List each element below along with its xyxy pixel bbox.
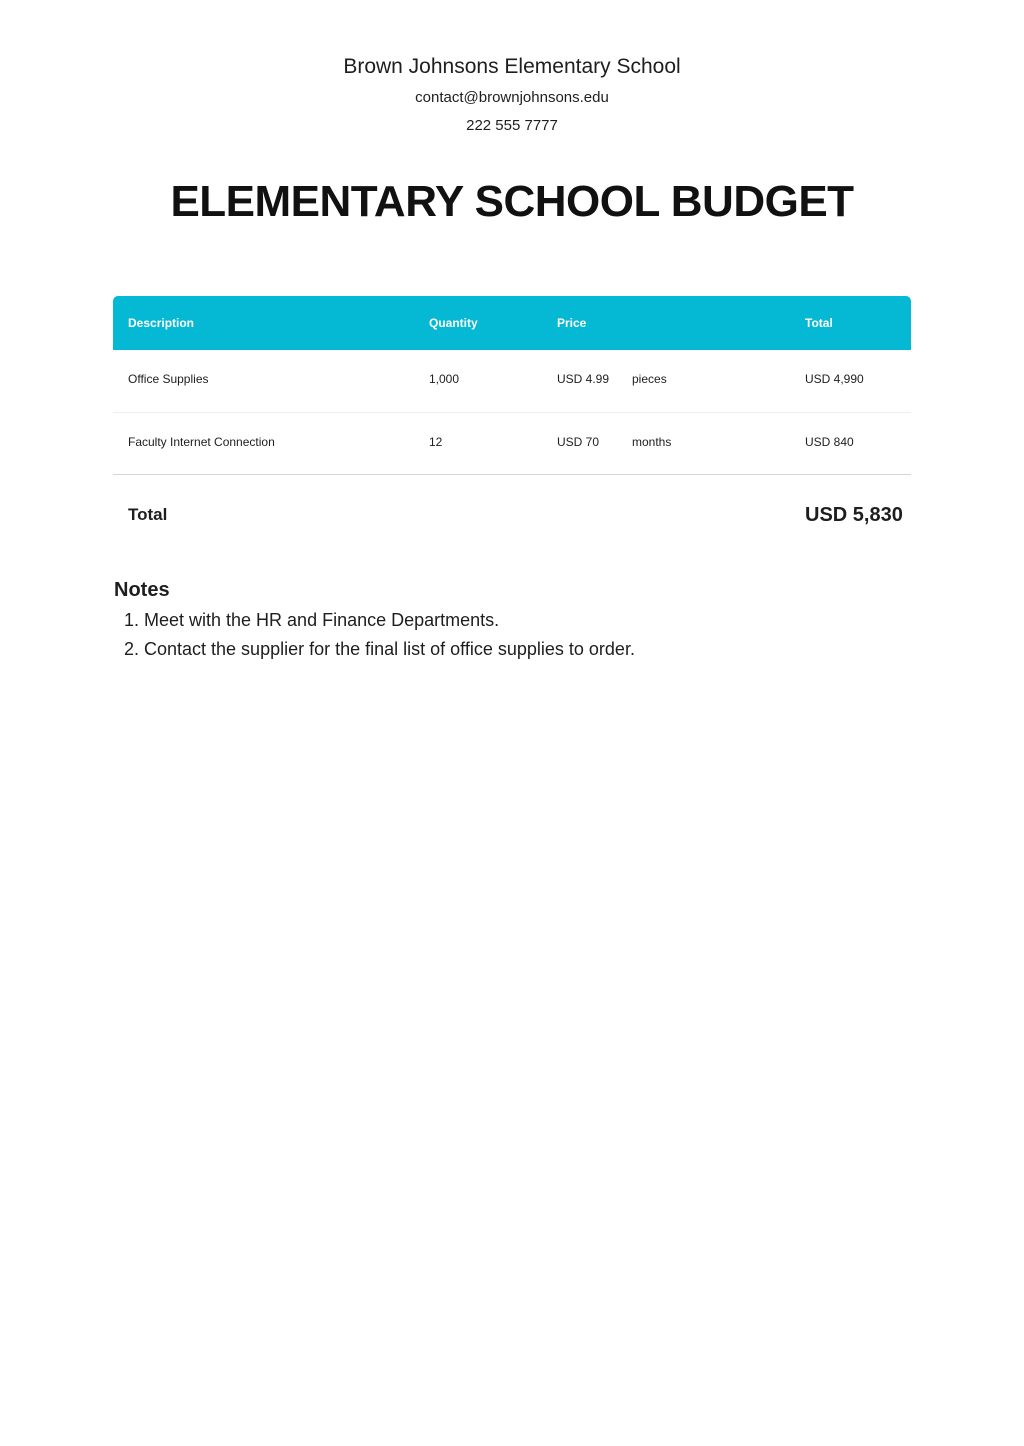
- row-total: USD 840: [805, 435, 854, 449]
- column-header-price: Price: [557, 316, 587, 330]
- row-unit: months: [632, 435, 672, 449]
- contact-phone: 222 555 7777: [466, 117, 558, 134]
- notes-section: [114, 577, 914, 664]
- row-total: USD 4,990: [805, 372, 864, 386]
- table-header: [113, 296, 911, 350]
- notes-list: [114, 606, 914, 664]
- row-description: Faculty Internet Connection: [128, 435, 275, 449]
- row-quantity: 12: [429, 435, 443, 449]
- row-description: Office Supplies: [128, 372, 209, 386]
- table-row: [113, 413, 911, 475]
- grand-total-label: Total: [128, 505, 168, 524]
- budget-table: [113, 296, 911, 555]
- note-item: 2. Contact the supplier for the final list of office supplies to order.: [144, 635, 914, 664]
- document-title: ELEMENTARY SCHOOL BUDGET: [170, 177, 854, 226]
- column-header-description: Description: [128, 316, 195, 330]
- table-row: [113, 350, 911, 413]
- column-header-quantity: Quantity: [429, 316, 478, 330]
- school-name: Brown Johnsons Elementary School: [343, 55, 681, 78]
- contact-email: contact@brownjohnsons.edu: [415, 89, 609, 106]
- row-unit: pieces: [632, 372, 667, 386]
- grand-total-value: USD 5,830: [805, 504, 903, 526]
- row-quantity: 1,000: [429, 372, 460, 386]
- row-price: USD 70: [557, 435, 600, 449]
- note-item: 1. Meet with the HR and Finance Departments.: [144, 606, 914, 635]
- row-price: USD 4.99: [557, 372, 610, 386]
- column-header-total: Total: [805, 316, 833, 330]
- grand-total-row: [113, 475, 911, 555]
- notes-title: Notes: [114, 579, 170, 601]
